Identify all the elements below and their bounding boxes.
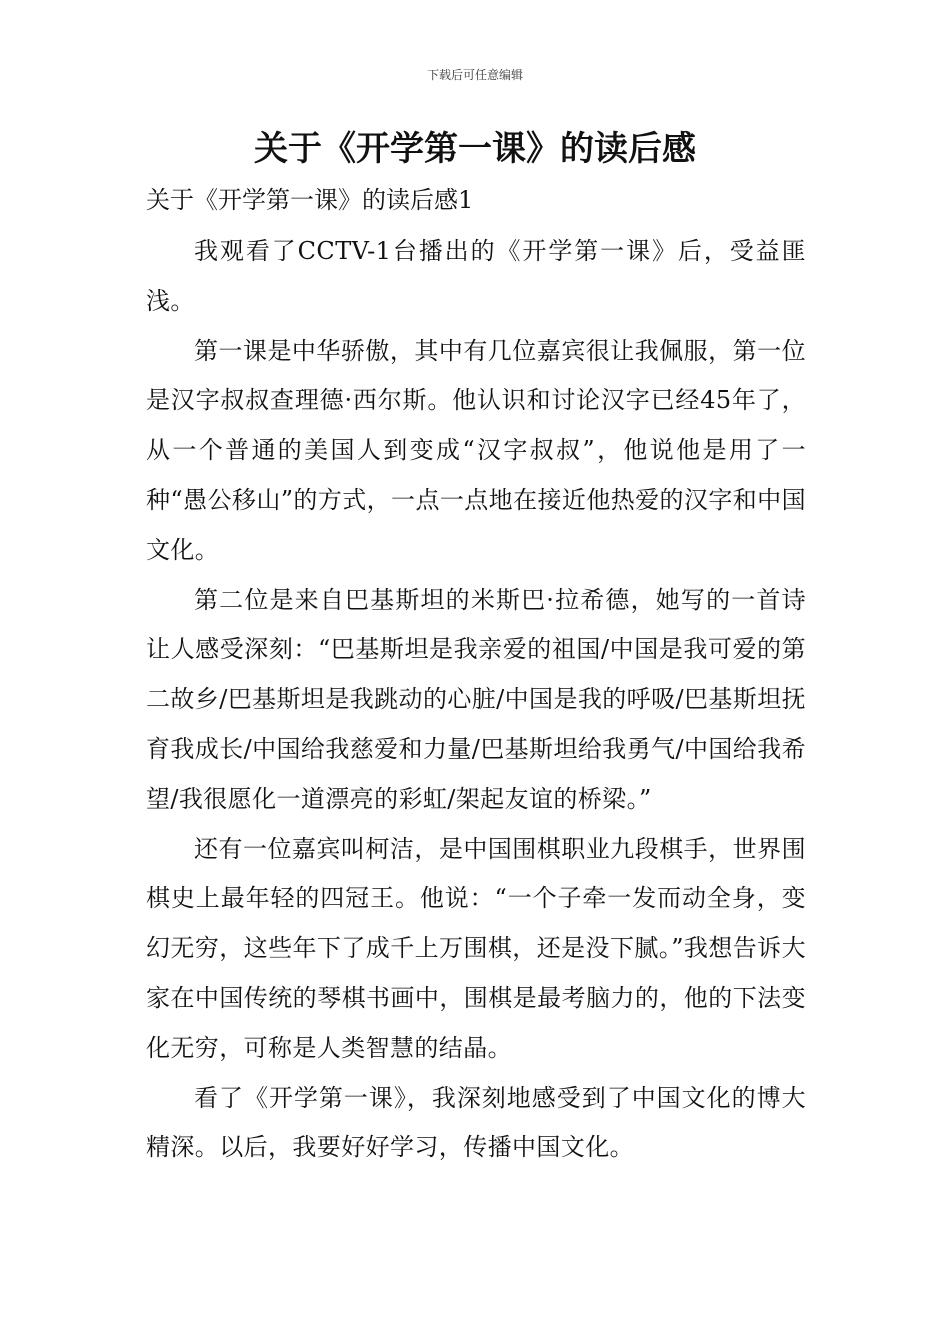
paragraph-5: 看了《开学第一课》，我深刻地感受到了中国文化的博大精深。以后，我要好好学习，传播中国文化。 — [146, 1083, 806, 1162]
paragraph-2: 第一课是中华骄傲，其中有几位嘉宾很让我佩服，第一位是汉字叔叔查理德·西尔斯。他认识和讨论汉字已经45年了，从一个普通的美国人到变成“汉字叔叔”，他说他是用了一种“愚公移山”的方式，一点一点地在接近他热爱的汉字和中国文化。 — [146, 336, 806, 564]
paragraph-4: 还有一位嘉宾叫柯洁，是中国围棋职业九段棋手，世界围棋史上最年轻的四冠王。他说：“一个子牵一发而动全身，变幻无穷，这些年下了成千上万围棋，还是没下腻。”我想告诉大家在中国传统的琴棋书画中，围棋是最考脑力的，他的下法变化无穷，可称是人类智慧的结晶。 — [146, 834, 806, 1062]
section-subtitle: 关于《开学第一课》的读后感1 — [146, 186, 474, 214]
paragraph-1: 我观看了CCTV-1台播出的《开学第一课》后，受益匪浅。 — [146, 237, 806, 315]
document-body — [146, 227, 806, 1173]
paragraph-3: 第二位是来自巴基斯坦的米斯巴·拉希德，她写的一首诗让人感受深刻：“巴基斯坦是我亲爱的祖国/中国是我可爱的第二故乡/巴基斯坦是我跳动的心脏/中国是我的呼吸/巴基斯坦抚育我成长/中国给我慈爱和力量/巴基斯坦给我勇气/中国给我希望/我很愿化一道漂亮的彩虹/架起友谊的桥梁。” — [146, 585, 806, 813]
header-note: 下载后可任意编辑 — [426, 68, 523, 82]
document-title: 关于《开学第一课》的读后感 — [254, 129, 696, 169]
